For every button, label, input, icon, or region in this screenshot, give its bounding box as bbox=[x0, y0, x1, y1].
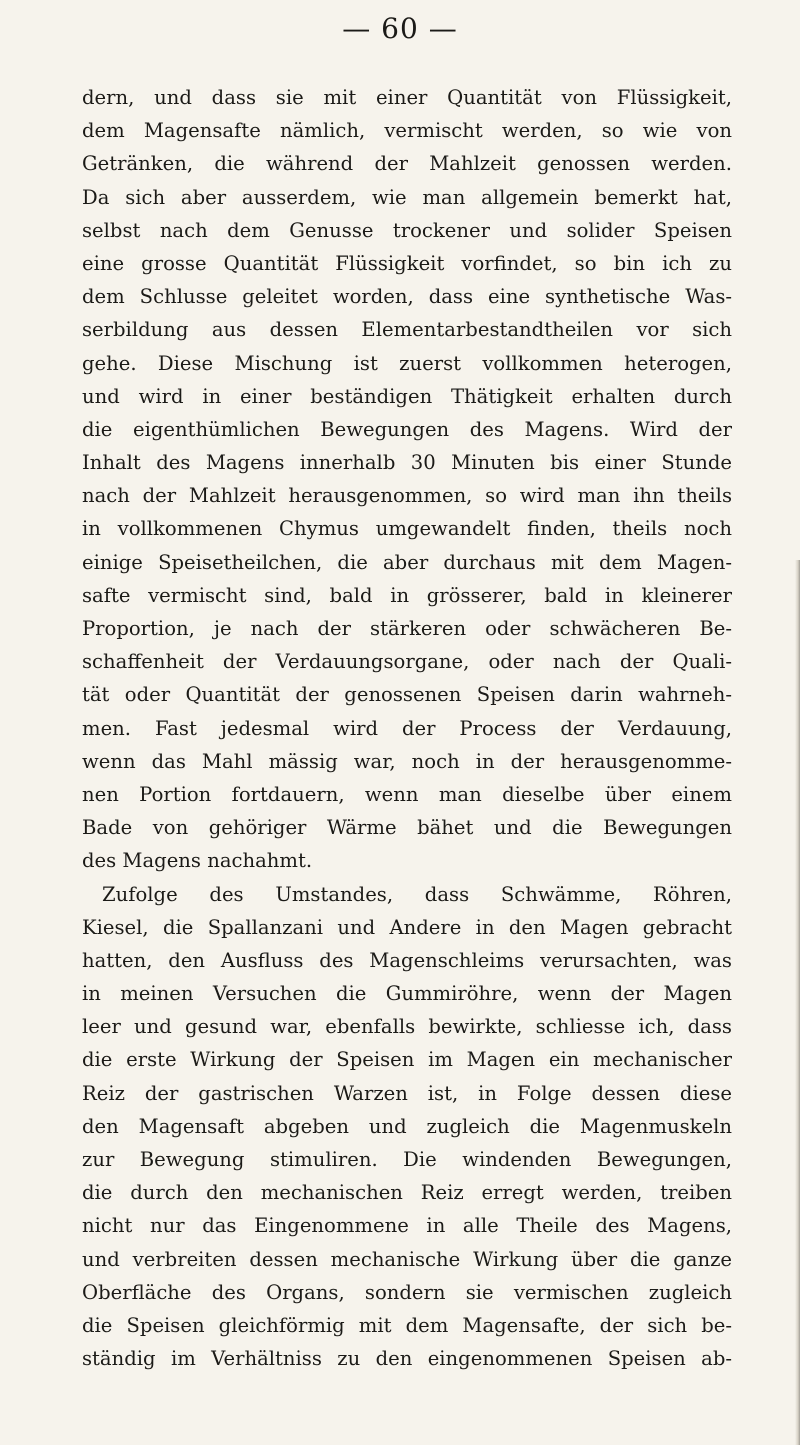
text-line: leer und gesund war, ebenfalls bewirkte, schliesse ich, dass bbox=[82, 1015, 732, 1039]
text-line: hatten, den Ausfluss des Magenschleims verursachten, was bbox=[82, 948, 732, 972]
text-line: schaffenheit der Verdauungsorgane, oder nach der Quali- bbox=[82, 650, 732, 674]
text-line: Reiz der gastrischen Warzen ist, in Folge dessen diese bbox=[82, 1081, 732, 1105]
text-line: die Speisen gleichförmig mit dem Magensafte, der sich be- bbox=[82, 1313, 732, 1337]
text-line: dern, und dass sie mit einer Quantität von Flüssigkeit, bbox=[82, 86, 732, 109]
text-line: die eigenthümlichen Bewegungen des Magens. Wird der bbox=[82, 417, 732, 441]
paragraph-end-line: des Magens nachahmt. bbox=[82, 849, 313, 873]
text-line: men. Fast jedesmal wird der Process der Verdauung, bbox=[82, 716, 732, 740]
text-line: Getränken, die während der Mahlzeit genossen werden. bbox=[82, 152, 732, 176]
text-line: ständig im Verhältniss zu den eingenommenen Speisen ab- bbox=[82, 1347, 732, 1371]
text-line: eine grosse Quantität Flüssigkeit vorfindet, so bin ich zu bbox=[82, 251, 732, 275]
text-line: nicht nur das Eingenommene in alle Theile des Magens, bbox=[82, 1214, 732, 1238]
text-line: wenn das Mahl mässig war, noch in der herausgenomme- bbox=[82, 749, 732, 773]
text-line: tät oder Quantität der genossenen Speisen darin wahrneh- bbox=[82, 683, 732, 707]
text-line: Inhalt des Magens innerhalb 30 Minuten bis einer Stunde bbox=[82, 451, 732, 475]
text-line: dem Schlusse geleitet worden, dass eine synthetische Was- bbox=[82, 285, 732, 309]
text-line: nen Portion fortdauern, wenn man dieselbe über einem bbox=[82, 782, 732, 806]
page-number: — 60 — bbox=[342, 12, 458, 45]
text-line: dem Magensafte nämlich, vermischt werden, so wie von bbox=[82, 119, 732, 143]
text-line: Proportion, je nach der stärkeren oder schwächeren Be- bbox=[82, 617, 732, 640]
text-line: zur Bewegung stimuliren. Die windenden Bewegungen, bbox=[82, 1148, 732, 1171]
text-line: die durch den mechanischen Reiz erregt werden, treiben bbox=[82, 1181, 732, 1205]
text-line: in meinen Versuchen die Gummiröhre, wenn der Magen bbox=[82, 982, 732, 1006]
text-line: und verbreiten dessen mechanische Wirkung über die ganze bbox=[82, 1247, 732, 1271]
text-line: Bade von gehöriger Wärme bähet und die Bewegungen bbox=[82, 816, 732, 840]
text-line: die erste Wirkung der Speisen im Magen ein mechanischer bbox=[82, 1048, 732, 1072]
text-line: nach der Mahlzeit herausgenommen, so wird man ihn theils bbox=[82, 484, 732, 508]
page-edge-shadow bbox=[795, 560, 800, 1445]
text-line: selbst nach dem Genusse trockener und solider Speisen bbox=[82, 218, 732, 242]
text-line: und wird in einer beständigen Thätigkeit erhalten durch bbox=[82, 384, 732, 408]
body-text bbox=[82, 81, 732, 1375]
text-line: in vollkommenen Chymus umgewandelt finden, theils noch bbox=[82, 517, 732, 541]
text-line: Da sich aber ausserdem, wie man allgemein bemerkt hat, bbox=[82, 185, 732, 209]
text-line: Kiesel, die Spallanzani und Andere in den Magen gebracht bbox=[82, 915, 732, 939]
text-line: den Magensaft abgeben und zugleich die Magenmuskeln bbox=[82, 1114, 732, 1138]
text-line: serbildung aus dessen Elementarbestandtheilen vor sich bbox=[82, 318, 732, 342]
text-line: einige Speisetheilchen, die aber durchaus mit dem Magen- bbox=[82, 550, 732, 574]
text-line: gehe. Diese Mischung ist zuerst vollkommen heterogen, bbox=[82, 351, 732, 375]
paragraph-start-line: Zufolge des Umstandes, dass Schwämme, Röhren, bbox=[102, 882, 732, 906]
text-line: safte vermischt sind, bald in grösserer, bald in kleinerer bbox=[82, 583, 732, 607]
text-line: Oberfläche des Organs, sondern sie vermischen zugleich bbox=[82, 1280, 732, 1304]
